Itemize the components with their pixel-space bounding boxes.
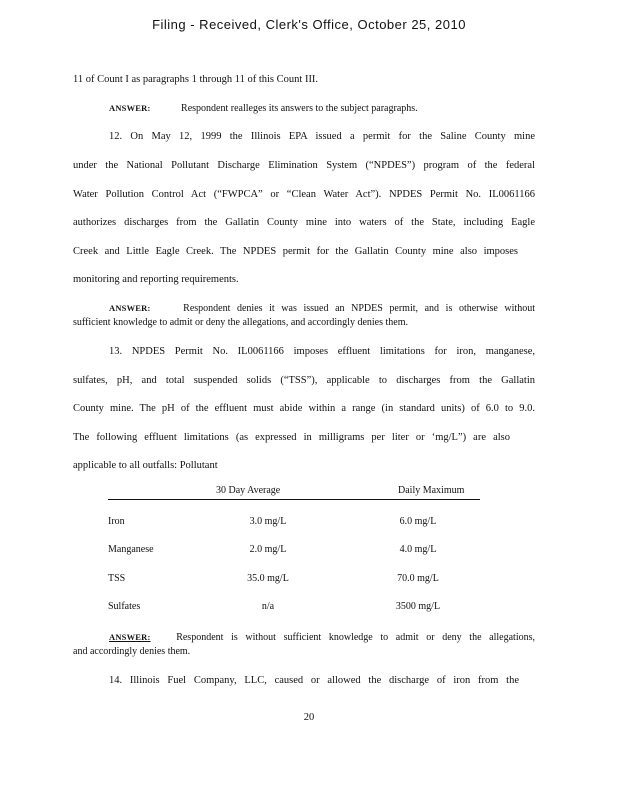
paragraph-12-line: Water Pollution Control Act (“FWPCA” or “Clean Water Act”). NPDES Permit No. IL0061166 [73, 189, 535, 200]
pollutant-cell: Manganese [108, 544, 154, 555]
answer-label: ANSWER: [109, 303, 151, 313]
paragraph-13-line: County mine. The pH of the effluent must abide within a range (in standard units) of 6.0 to 9.0. [73, 403, 535, 414]
answer-label: ANSWER: [109, 103, 151, 113]
answer-paragraph [109, 632, 535, 643]
paragraph-12-line: monitoring and reporting requirements. [73, 274, 239, 285]
maximum-cell: 6.0 mg/L [399, 516, 437, 527]
paragraph-13-line: applicable to all outfalls: Pollutant [73, 460, 218, 471]
paragraph-12-line: Creek and Little Eagle Creek. The NPDES permit for the Gallatin County mine also imposes [73, 246, 518, 257]
maximum-cell: 4.0 mg/L [399, 544, 437, 555]
average-cell: 35.0 mg/L [247, 573, 289, 584]
table-header-row [108, 485, 480, 500]
paragraph-13-line: sulfates, pH, and total suspended solids (“TSS”), applicable to discharges from the Gallatin [73, 375, 535, 386]
pollutant-cell: TSS [108, 573, 126, 584]
text-line: 11 of Count I as paragraphs 1 through 11 of this Count III. [73, 74, 319, 85]
average-cell: n/a [261, 601, 275, 612]
pollutant-cell: Sulfates [108, 601, 141, 612]
page-number: 20 [303, 712, 315, 723]
average-cell: 2.0 mg/L [249, 544, 287, 555]
paragraph-12-line: under the National Pollutant Discharge Elimination System (“NPDES”) program of the federal [73, 160, 535, 171]
paragraph-12-line: 12. On May 12, 1999 the Illinois EPA issued a permit for the Saline County mine [109, 131, 535, 142]
table-row [108, 573, 480, 587]
table-row [108, 544, 480, 558]
answer-text: Respondent realleges its answers to the subject paragraphs. [181, 103, 418, 114]
answer-text: Respondent is without sufficient knowledge to admit or deny the allegations, [176, 632, 535, 643]
maximum-cell: 3500 mg/L [395, 601, 441, 612]
answer-text: sufficient knowledge to admit or deny the allegations, and accordingly denies them. [73, 317, 408, 328]
answer-paragraph [109, 303, 535, 314]
column-header: Daily Maximum [398, 485, 465, 496]
paragraph-14-line: 14. Illinois Fuel Company, LLC, caused or allowed the discharge of iron from the [109, 675, 519, 686]
answer-text: Respondent denies it was issued an NPDES permit, and is otherwise without [183, 303, 535, 314]
answer-label: ANSWER: [109, 632, 151, 642]
paragraph-13-line: The following effluent limitations (as expressed in milligrams per liter or ‘mg/L”) are also [73, 432, 510, 443]
answer-paragraph [109, 103, 418, 114]
paragraph-12-line: authorizes discharges from the Gallatin County mine into waters of the State, including Eagle [73, 217, 535, 228]
answer-text: and accordingly denies them. [73, 646, 191, 657]
filing-header: Filing - Received, Clerk's Office, October 25, 2010 [152, 17, 466, 32]
table-row [108, 601, 480, 615]
pollutant-cell: Iron [108, 516, 125, 527]
table-row [108, 516, 480, 530]
column-header: 30 Day Average [216, 485, 281, 496]
maximum-cell: 70.0 mg/L [397, 573, 439, 584]
paragraph-13-line: 13. NPDES Permit No. IL0061166 imposes effluent limitations for iron, manganese, [109, 346, 535, 357]
average-cell: 3.0 mg/L [249, 516, 287, 527]
